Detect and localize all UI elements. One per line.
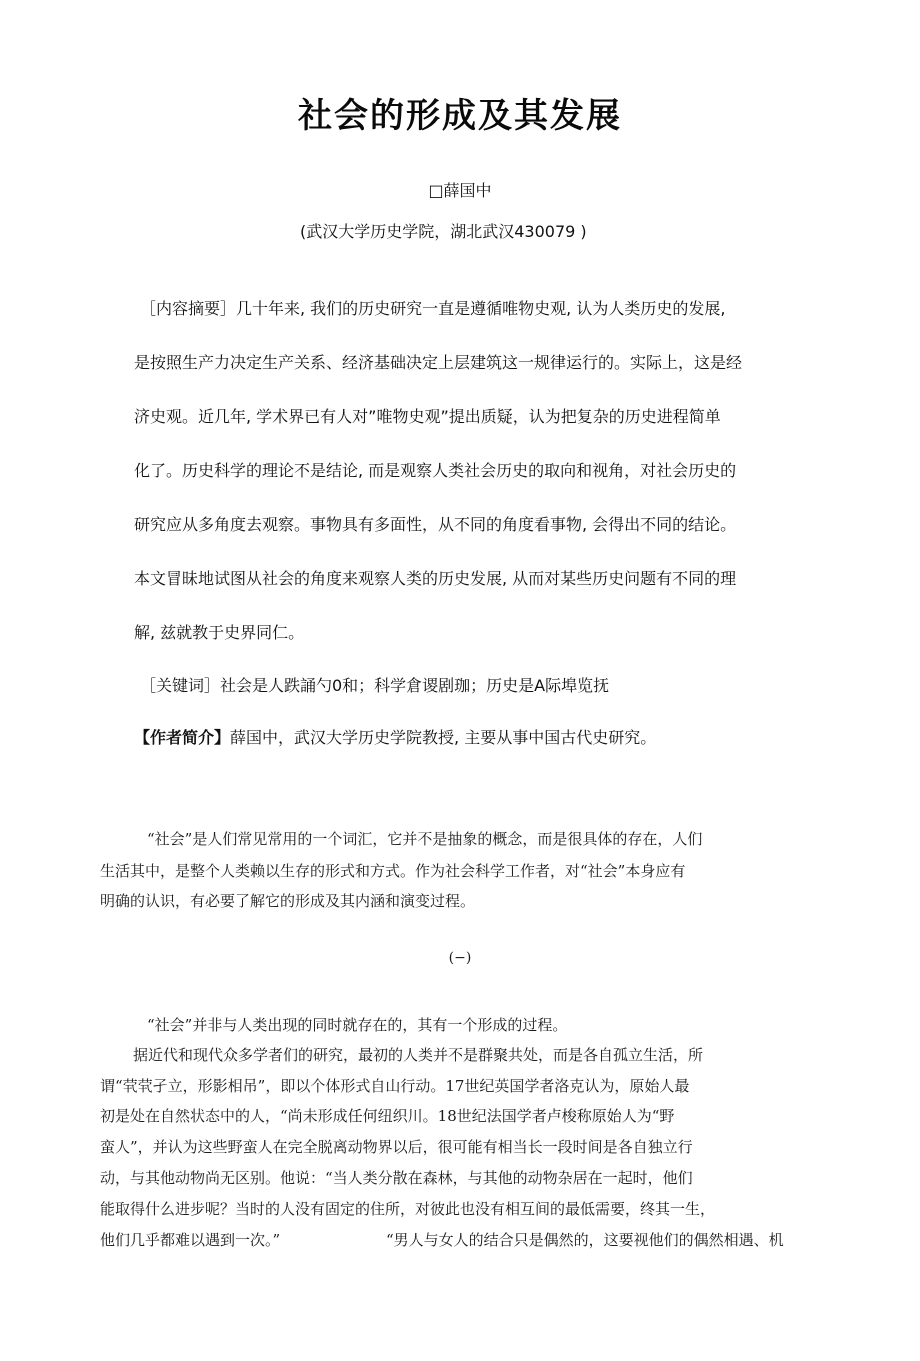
intro-paragraph-line: 生活其中，是整个人类赖以生存的形式和方式。作为社会科学工作者，对“社会”本身应有 — [100, 862, 686, 880]
abstract-line: 化了。历史科学的理论不是结论, 而是观察人类社会历史的取向和视角，对社会历史的 — [134, 461, 737, 480]
author-affiliation: (武汉大学历史学院，湖北武汉430079 ) — [300, 222, 587, 241]
author-intro-text: 薛国中，武汉大学历史学院教授, 主要从事中国古代史研究。 — [230, 728, 657, 747]
abstract-line: 解, 兹就教于史界同仁。 — [134, 623, 305, 642]
author-intro — [134, 725, 656, 748]
abstract-line: 济史观。近几年, 学术界已有人对”唯物史观”提出质疑，认为把复杂的历史进程简单 — [134, 407, 721, 426]
abstract-line: 本文冒昧地试图从社会的角度来观察人类的历史发展, 从而对某些历史问题有不同的理 — [134, 569, 737, 588]
body-paragraph-line: 动，与其他动物尚无区别。他说：“当人类分散在森林，与其他的动物杂居在一起时，他们 — [100, 1169, 693, 1187]
author-name: □薛国中 — [428, 181, 492, 200]
paper-title: 社会的形成及其发展 — [298, 96, 622, 136]
section-marker: (−) — [448, 950, 472, 966]
abstract-line: 研究应从多角度去观察。事物具有多面性，从不同的角度看事物, 会得出不同的结论。 — [134, 515, 737, 534]
abstract-line: ［内容摘要］几十年来, 我们的历史研究一直是遵循唯物史观, 认为人类历史的发展, — [140, 299, 726, 318]
abstract-line: 是按照生产力决定生产关系、经济基础决定上层建筑这一规律运行的。实际上，这是经 — [134, 353, 743, 372]
intro-paragraph-line: “社会”是人们常见常用的一个词汇，它并不是抽象的概念，而是很具体的存在，人们 — [147, 830, 703, 848]
body-paragraph-line: 他们几乎都难以遇到一次。” — [100, 1231, 281, 1249]
body-paragraph-line: 据近代和现代众多学者们的研究，最初的人类并不是群聚共处，而是各自孤立生活，所 — [133, 1046, 704, 1064]
body-paragraph-line: “男人与女人的结合只是偶然的，这要视他们的偶然相遇、机 — [386, 1231, 784, 1249]
intro-paragraph-line: 明确的认识，有必要了解它的形成及其内涵和演变过程。 — [100, 892, 476, 910]
body-paragraph-line: “社会”并非与人类出现的同时就存在的，其有一个形成的过程。 — [147, 1016, 568, 1034]
body-paragraph-line: 谓“茕茕孑立，形影相吊”，即以个体形式自山行动。17世纪英国学者洛克认为，原始人最 — [100, 1077, 690, 1095]
keywords: ［关键词］社会是人跌誦勺0和；科学倉谡剧珈；历史是A际埠览抚 — [140, 676, 610, 695]
body-paragraph-line: 能取得什么进步呢？当时的人没有固定的住所，对彼此也没有相互间的最低需要，终其一生， — [100, 1200, 716, 1218]
body-paragraph-line: 初是处在自然状态中的人，“尚未形成任何纽织川。18世纪法国学者卢梭称原始人为“野 — [100, 1107, 675, 1125]
author-intro-label: 【作者简介】 — [134, 728, 231, 747]
body-paragraph-line: 蛮人”，并认为这些野蛮人在完全脱离动物界以后，很可能有相当长一段时间是各自独立行 — [100, 1138, 693, 1156]
